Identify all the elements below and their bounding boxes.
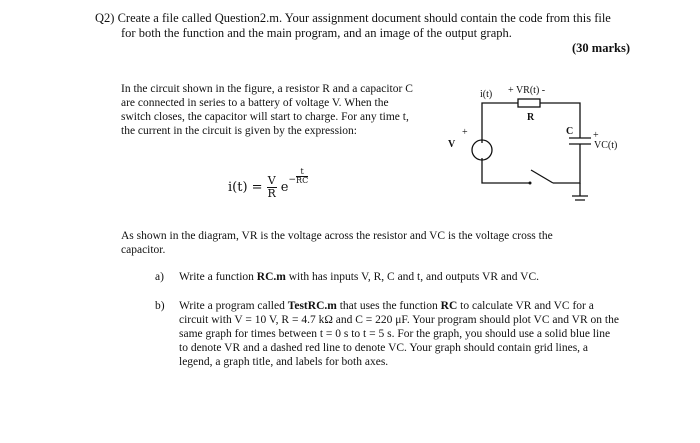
- task-b-function-name: RC: [440, 300, 458, 312]
- question-line-2: for both the function and the main program, and an image of the output graph.: [121, 26, 512, 40]
- switch-symbol: [531, 170, 553, 183]
- task-b-text: [179, 299, 619, 369]
- source-label: V: [448, 139, 456, 150]
- vc-label: VC(t): [594, 140, 618, 151]
- question-header: [95, 11, 655, 41]
- task-b-text-pre: Write a program called: [179, 300, 288, 312]
- resistor-symbol: [518, 99, 540, 107]
- circuit-wire-top-left: [482, 103, 518, 143]
- circuit-wire-right-bottom: [553, 144, 580, 183]
- vr-label: + VR(t) -: [508, 85, 546, 96]
- formula-exp-numerator: t: [296, 168, 308, 177]
- circuit-wire-top-right: [540, 103, 580, 138]
- task-a-text: [179, 270, 539, 284]
- circuit-wire-bottom-left: [482, 158, 529, 183]
- formula-lhs: i(t) =: [228, 180, 263, 195]
- task-item-b: [155, 299, 625, 379]
- task-b-text-post: to calculate VR and VC for a circuit with V = 10 V, R = 4.7 kΩ and C = 220 μF. Your program should plot VC and VR on the same graph for times between t = 0 s to t = 5 s. For the graph, you should use a solid blue line to denote VR and a dashed red line to denote VC. Your graph should contain grid lines, a legend, a graph title, and labels for both axes.: [179, 300, 619, 368]
- marks-label: (30 marks): [572, 41, 630, 55]
- capacitor-label: C: [566, 126, 574, 137]
- task-a-text-pre: Write a function: [179, 271, 257, 283]
- capacitor-plus: +: [593, 130, 599, 141]
- task-a-marker: a): [155, 271, 164, 283]
- task-b-program-name: TestRC.m: [287, 300, 337, 312]
- ground-symbol: [572, 183, 588, 200]
- current-label: i(t): [480, 89, 493, 100]
- task-b-marker: b): [155, 300, 165, 312]
- task-b-text-mid: that uses the function: [336, 300, 441, 312]
- task-a-function-name: RC.m: [256, 271, 286, 283]
- rc-circuit-diagram: [430, 78, 620, 218]
- formula-exponent: [296, 168, 308, 185]
- formula-denominator: R: [267, 187, 276, 200]
- formula-exp-denominator: RC: [296, 176, 309, 185]
- task-a-text-post: with has inputs V, R, C and t, and outputs VR and VC.: [285, 271, 539, 283]
- capacitor-symbol: [569, 138, 591, 144]
- current-formula: [228, 168, 308, 200]
- formula-fraction: [267, 175, 277, 200]
- resistor-label: R: [527, 112, 535, 123]
- source-plus: +: [462, 127, 468, 138]
- formula-numerator: V: [267, 174, 276, 187]
- voltage-description: As shown in the diagram, VR is the voltage across the resistor and VC is the voltage cross the capacitor.: [121, 230, 553, 256]
- formula-exp-sign: −: [288, 175, 297, 185]
- task-item-a: [155, 270, 615, 286]
- intro-paragraph: In the circuit shown in the figure, a resistor R and a capacitor C are connected in series to a battery of voltage V. When the switch closes, the capacitor will start to charge. For any time t, the current in the circuit is given by the expression:: [121, 83, 413, 137]
- question-line-1: Q2) Create a file called Question2.m. Your assignment document should contain the code from this file: [95, 11, 611, 25]
- formula-base: e: [280, 180, 289, 195]
